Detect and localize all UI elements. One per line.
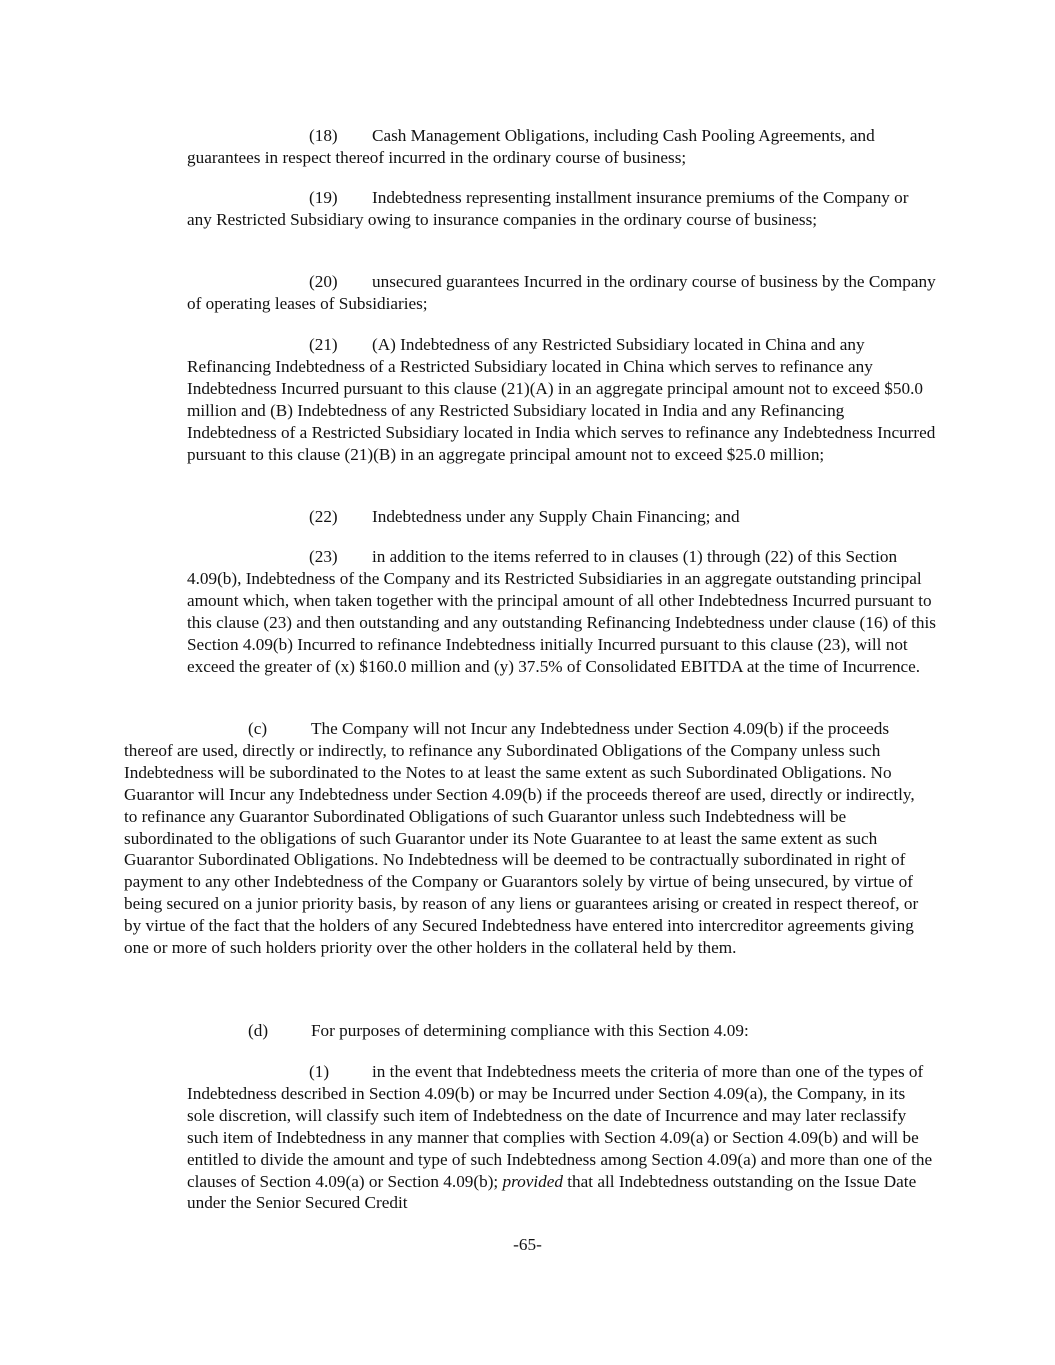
- clause-text: unsecured guarantees Incurred in the ordinary course of business by the Company of operating leases of Subsidiaries;: [187, 272, 936, 313]
- clause-text-tail: that all Indebtedness outstanding on the Issue Date under the Senior Secured Credit: [187, 1171, 917, 1213]
- clause-21: [187, 334, 937, 465]
- clause-number: (21): [309, 335, 338, 354]
- clause-number: (18): [309, 126, 338, 145]
- clause-22: [187, 506, 937, 528]
- clause-19: [187, 187, 937, 231]
- clause-text: Indebtedness under any Supply Chain Financing; and: [372, 507, 740, 526]
- section-text: The Company will not Incur any Indebtedness under Section 4.09(b) if the proceeds thereof are used, directly or indirectly, to refinance any Subordinated Obligations of the Company unless such Indebtedness will be subordinated to the Notes to at least the same extent as such Subordinated Obligations. No Guarantor will Incur any Indebtedness under Section 4.09(b) if the proceeds thereof are used, directly or indirectly, to refinance any Guarantor Subordinated Obligations of such Guarantor unless such Indebtedness will be subordinated to the obligations of such Guarantor under its Note Guarantee to at least the same extent as such Guarantor Subordinated Obligations. No Indebtedness will be deemed to be contractually subordinated in right of payment to any other Indebtedness of the Company or Guarantors solely by virtue of being unsecured, by virtue of being secured on a junior priority basis, by reason of any liens or guarantees arising or created in respect thereof, or by virtue of the fact that the holders of any Secured Indebtedness have entered into intercreditor agreements giving one or more of such holders priority over the other holders in the collateral held by them.: [124, 719, 919, 958]
- page-number: -65-: [513, 1235, 542, 1254]
- section-number: (d): [248, 1021, 269, 1040]
- section-c: [124, 718, 929, 959]
- clause-number: (20): [309, 272, 338, 291]
- clause-text: Cash Management Obligations, including Cash Pooling Agreements, and guarantees in respect thereof incurred in the ordinary course of business;: [187, 126, 875, 167]
- italic-term: provided: [502, 1171, 563, 1191]
- clause-text: (A) Indebtedness of any Restricted Subsidiary located in China and any Refinancing Indebtedness of a Restricted Subsidiary located in China which serves to refinance any Indebtedness Incurred pursuant to this clause (21)(A) in an aggregate principal amount not to exceed $50.0 million and (B) Indebtedness of any Restricted Subsidiary located in India and any Refinancing Indebtedness of a Restricted Subsidiary located in India which serves to refinance any Indebtedness Incurred pursuant to this clause (21)(B) in an aggregate principal amount not to exceed $25.0 million;: [187, 335, 936, 464]
- clause-number: (23): [309, 547, 338, 566]
- section-text: For purposes of determining compliance with this Section 4.09:: [311, 1021, 749, 1040]
- clause-text: Indebtedness representing installment insurance premiums of the Company or any Restricted Subsidiary owing to insurance companies in the ordinary course of business;: [187, 188, 909, 229]
- clause-text: in the event that Indebtedness meets the criteria of more than one of the types of Indebtedness described in Section 4.09(b) or may be Incurred under Section 4.09(a), the Company, in its sole discretion, will classify such item of Indebtedness on the date of Incurrence and may later reclassify such item of Indebtedness in any manner that complies with Section 4.09(a) or Section 4.09(b) and will be entitled to divide the amount and type of such Indebtedness among Section 4.09(a) and more than one of the clauses of Section 4.09(a) or Section 4.09(b);: [187, 1062, 933, 1191]
- clause-23: [187, 546, 937, 677]
- section-d-clause-1: [187, 1061, 937, 1214]
- section-number: (c): [248, 719, 268, 738]
- clause-number: (19): [309, 188, 338, 207]
- clause-number: (1): [309, 1062, 330, 1081]
- clause-text: in addition to the items referred to in clauses (1) through (22) of this Section 4.09(b), Indebtedness of the Company and its Restricted Subsidiaries in an aggregate outstanding principal amount which, when taken together with the principal amount of all other Indebtedness Incurred pursuant to this clause (23) and then outstanding and any outstanding Refinancing Indebtedness under clause (16) of this Section 4.09(b) Incurred to refinance Indebtedness initially Incurred pursuant to this clause (23), will not exceed the greater of (x) $160.0 million and (y) 37.5% of Consolidated EBITDA at the time of Incurrence.: [187, 547, 936, 676]
- clause-18: [187, 125, 937, 169]
- clause-number: (22): [309, 507, 338, 526]
- section-d: [124, 1020, 929, 1042]
- clause-20: [187, 271, 937, 315]
